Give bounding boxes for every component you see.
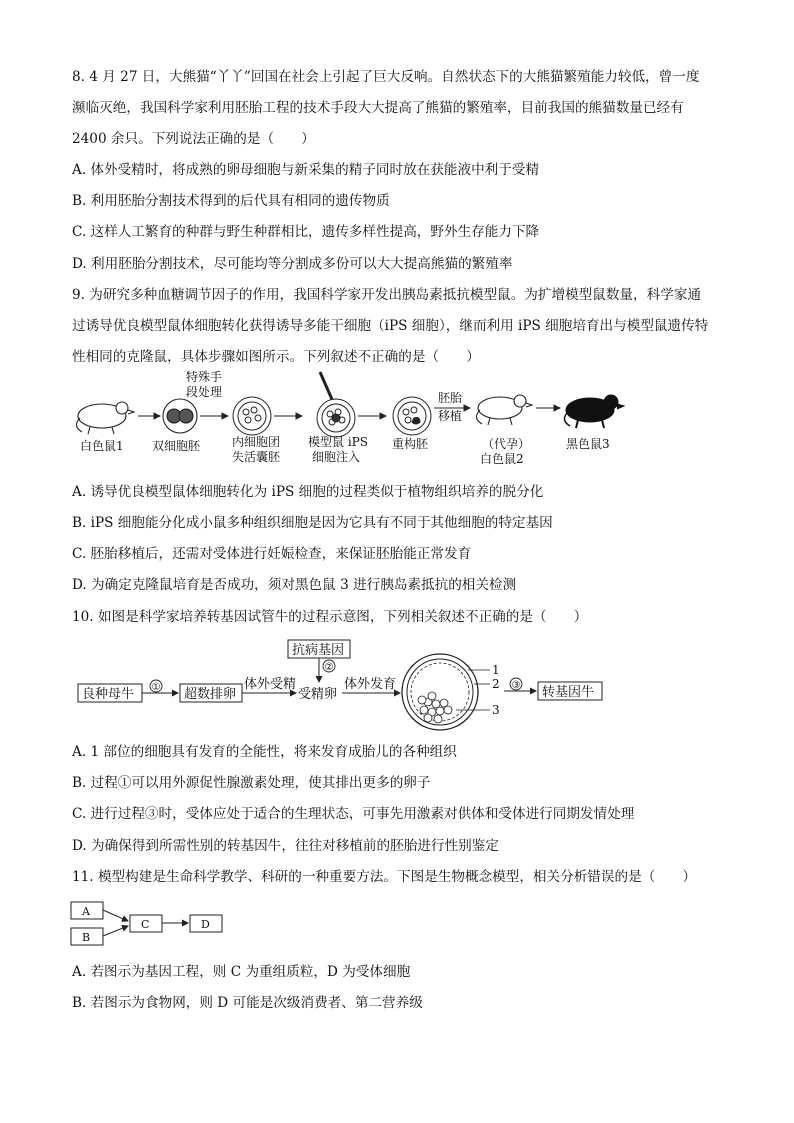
box-a-label: A	[82, 905, 90, 918]
reconstructed-embryo-icon	[393, 397, 431, 435]
ips-label-1: 模型鼠 iPS	[308, 435, 368, 449]
resistance-gene-label: 抗病基因	[292, 643, 345, 658]
q9-option-a: A. 诱导优良模型鼠体细胞转化为 iPS 细胞的过程类似于植物组织培养的脱分化	[72, 484, 544, 500]
q9-option-c: C. 胚胎移植后，还需对受体进行妊娠检查，来保证胚胎能正常发育	[72, 546, 472, 562]
icm-label-2: 失活囊胚	[232, 450, 281, 464]
q10-option-b: B. 过程①可以用外源促性腺激素处理，使其排出更多的卵子	[72, 775, 431, 791]
ips-label-2: 细胞注入	[312, 450, 361, 464]
superovulation-label: 超数排卵	[184, 687, 237, 702]
transfer-label-1: 胚胎	[438, 391, 463, 405]
ivf-label: 体外受精	[244, 677, 297, 692]
ips-injection-icon	[317, 372, 355, 437]
good-cow-label: 良种母牛	[82, 687, 135, 702]
step-2-label: ②	[324, 662, 334, 673]
special-means-label-1: 特殊手	[186, 370, 223, 384]
icm-label-1: 内细胞团	[232, 435, 281, 449]
transgenic-cow-label: 转基因牛	[542, 685, 595, 700]
q9-option-d: D. 为确定克隆鼠培育是否成功，须对黑色鼠 3 进行胰岛素抵抗的相关检测	[72, 577, 517, 593]
transfer-label-2: 移植	[438, 409, 463, 423]
q8-option-d: D. 利用胚胎分割技术，尽可能均等分割成多份可以大大提高熊猫的繁殖率	[72, 256, 513, 272]
black-mouse-3-label: 黑色鼠3	[566, 437, 610, 451]
two-cell-embryo-icon	[163, 399, 197, 433]
step-3-label: ③	[511, 680, 521, 691]
q11-option-a: A. 若图示为基因工程，则 C 为重组质粒，D 为受体细胞	[72, 964, 411, 980]
blastocyst-diagram-icon	[402, 654, 478, 730]
q8-option-a: A. 体外受精时，将成熟的卵母细胞与新采集的精子同时放在获能液中利于受精	[72, 162, 540, 178]
reconstructed-embryo-label: 重构胚	[392, 437, 429, 451]
q9-stem-line-3: 性相同的克隆鼠，具体步骤如图所示。下列叙述不正确的是（ ）	[72, 349, 480, 365]
blastocyst-part-1-label: 1	[492, 663, 500, 677]
step-1-label: ①	[151, 682, 161, 693]
q11-stem: 11. 模型构建是生命科学教学、科研的一种重要方法。下图是生物概念模型，相关分析错误的是（ ）	[72, 869, 697, 885]
q9-option-b: B. iPS 细胞能分化成小鼠多种组织细胞是因为它具有不同于其他细胞的特定基因	[72, 515, 553, 531]
blastocyst-part-2-label: 2	[492, 677, 500, 691]
surrogate-label-2: 白色鼠2	[480, 452, 524, 466]
fertilized-egg-label: 受精卵	[298, 687, 338, 702]
box-c-label: C	[141, 918, 150, 931]
q11-concept-model-figure	[70, 898, 270, 948]
q9-cloning-figure	[72, 368, 632, 474]
white-mouse-1-label: 白色鼠1	[80, 439, 124, 453]
q10-option-c: C. 进行过程③时，受体应处于适合的生理状态，可事先用激素对供体和受体进行同期发情处理	[72, 806, 635, 822]
special-means-label-2: 段处理	[186, 385, 223, 399]
q8-option-c: C. 这样人工繁育的种群与野生种群相比，遗传多样性提高，野外生存能力下降	[72, 224, 540, 240]
q9-stem-line-1: 9. 为研究多种血糖调节因子的作用，我国科学家开发出胰岛素抵抗模型鼠。为扩增模型鼠数量，科学家通	[72, 287, 702, 303]
q10-stem: 10. 如图是科学家培养转基因试管牛的过程示意图，下列相关叙述不正确的是（ ）	[72, 609, 588, 625]
blastocyst-icon	[233, 397, 271, 435]
in-vitro-development-label: 体外发育	[344, 677, 397, 692]
white-mouse-2-icon	[476, 395, 532, 425]
q9-stem-line-2: 过诱导优良模型鼠体细胞转化获得诱导多能干细胞（iPS 细胞），继而利用 iPS 细胞培育出与模型鼠遗传特	[72, 318, 709, 334]
q8-option-b: B. 利用胚胎分割技术得到的后代具有相同的遗传物质	[72, 193, 390, 209]
q8-stem-line-1: 8. 4 月 27 日，大熊猫“丫丫”回国在社会上引起了巨大反响。自然状态下的大熊猫繁殖能力较低，曾一度	[72, 69, 700, 85]
q8-stem-line-3: 2400 余只。下列说法正确的是（ ）	[72, 131, 315, 147]
q8-stem-line-2: 濒临灭绝，我国科学家利用胚胎工程的技术手段大大提高了熊猫的繁殖率，目前我国的熊猫数量已经有	[72, 100, 684, 116]
white-mouse-1-icon	[76, 402, 134, 434]
surrogate-label-1: （代孕）	[482, 437, 531, 451]
blastocyst-part-3-label: 3	[492, 703, 500, 717]
q11-option-b: B. 若图示为食物网，则 D 可能是次级消费者、第二营养级	[72, 995, 423, 1011]
q10-option-d: D. 为确保得到所需性别的转基因牛，往往对移植前的胚胎进行性别鉴定	[72, 838, 499, 854]
box-d-label: D	[201, 918, 210, 931]
q10-transgenic-cow-figure	[76, 636, 616, 736]
box-b-label: B	[82, 931, 91, 944]
q10-option-a: A. 1 部位的细胞具有发育的全能性，将来发育成胎儿的各种组织	[72, 744, 457, 760]
black-mouse-3-icon	[564, 395, 624, 428]
two-cell-embryo-label: 双细胞胚	[152, 439, 201, 453]
